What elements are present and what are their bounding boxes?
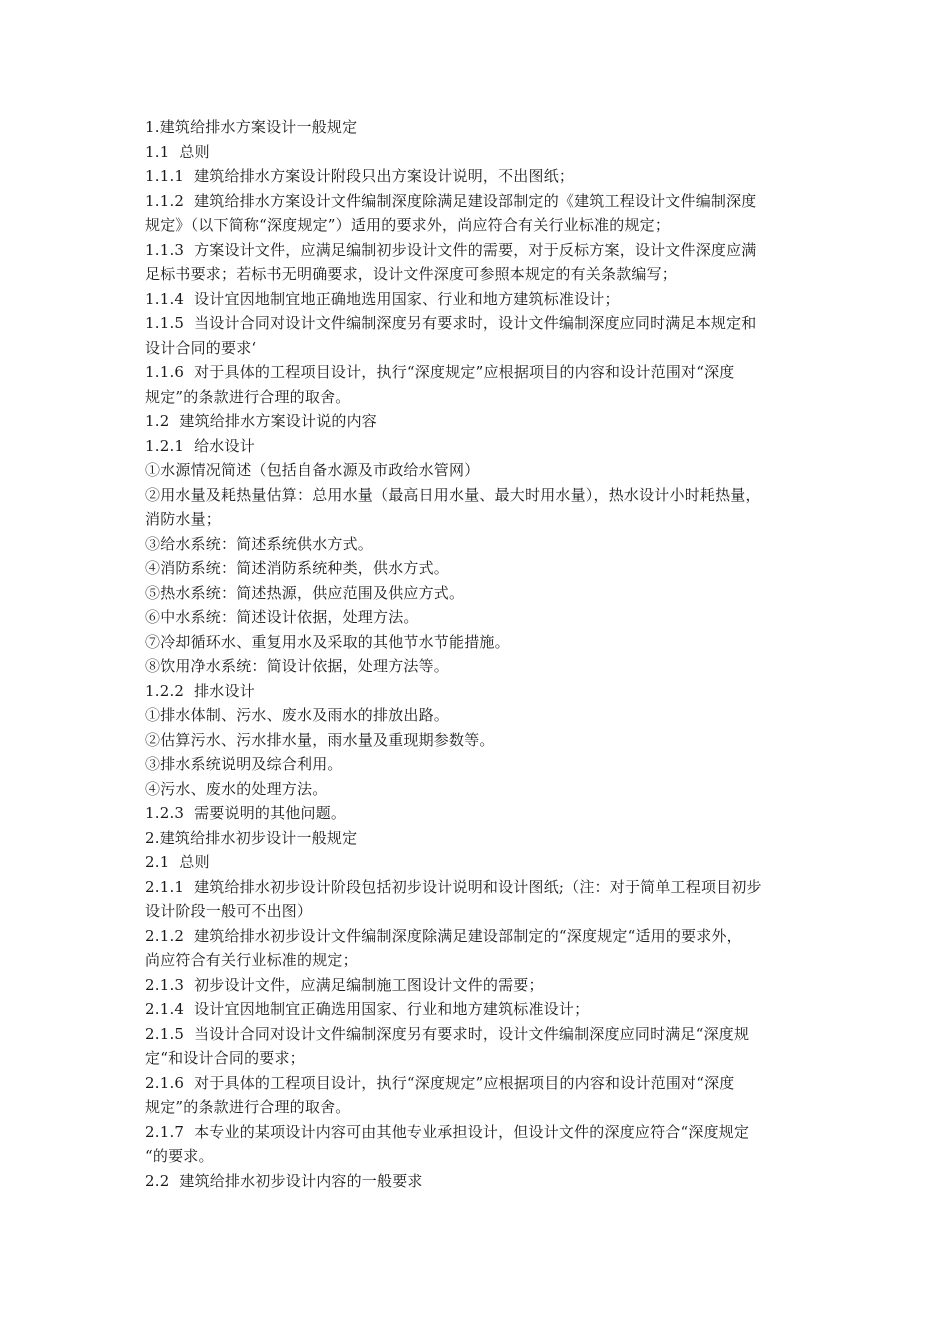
clause-1-1-3: 1.1.3 方案设计文件，应满足编制初步设计文件的需要，对于反标方案，设计文件深度应满 <box>145 240 757 259</box>
clause-1-1-1: 1.1.1 建筑给排水方案设计附段只出方案设计说明，不出图纸； <box>145 167 575 185</box>
clause-1-2-1: 1.2.1 给水设计 <box>145 436 255 455</box>
list-item-cont: 消防水量； <box>145 510 222 528</box>
clause-2-1-6-cont: 规定”的条款进行合理的取舍。 <box>145 1098 351 1116</box>
list-item: ①水源情况简述（包括自备水源及市政给水管网） <box>145 461 480 479</box>
list-item: ④污水、废水的处理方法。 <box>145 779 328 798</box>
clause-2-1-1-cont: 设计阶段一般可不出图） <box>145 902 313 920</box>
list-item: ④消防系统：简述消防系统种类，供水方式。 <box>145 559 450 577</box>
clause-1-2-2: 1.2.2 排水设计 <box>145 681 255 700</box>
subsection-heading-1-1: 1.1 总则 <box>145 142 210 161</box>
list-item: ③排水系统说明及综合利用。 <box>145 755 343 773</box>
clause-2-1-2: 2.1.2 建筑给排水初步设计文件编制深度除满足建设部制定的“深度规定“适用的要求外， <box>145 926 742 945</box>
clause-2-1-5-cont: 定“和设计合同的要求； <box>145 1049 305 1067</box>
clause-2-1-2-cont: 尚应符合有关行业标准的规定； <box>145 951 358 969</box>
clause-1-1-3-cont: 足标书要求；若标书无明确要求，设计文件深度可参照本规定的有关条款编写； <box>145 265 678 283</box>
subsection-heading-1-2: 1.2 建筑给排水方案设计说的内容 <box>145 412 377 430</box>
clause-1-1-5: 1.1.5 当设计合同对设计文件编制深度另有要求时，设计文件编制深度应同时满足本规定和 <box>145 314 757 332</box>
list-item: ⑧饮用净水系统：简设计依据，处理方法等。 <box>145 657 450 675</box>
clause-1-1-5-cont: 设计合同的要求‘ <box>145 338 257 357</box>
clause-2-1-3: 2.1.3 初步设计文件，应满足编制施工图设计文件的需要； <box>145 975 544 994</box>
clause-2-1-7: 2.1.7 本专业的某项设计内容可由其他专业承担设计，但设计文件的深度应符合“深度规定 <box>145 1122 750 1141</box>
clause-2-1-6: 2.1.6 对于具体的工程项目设计，执行“深度规定”应根据项目的内容和设计范围对“深度 <box>145 1073 735 1092</box>
clause-1-1-6: 1.1.6 对于具体的工程项目设计，执行“深度规定”应根据项目的内容和设计范围对“深度 <box>145 363 735 381</box>
clause-2-1-4: 2.1.4 设计宜因地制宜正确选用国家、行业和地方建筑标准设计； <box>145 1000 590 1018</box>
section-heading-1: 1.建筑给排水方案设计一般规定 <box>145 118 358 136</box>
clause-2-1-1: 2.1.1 建筑给排水初步设计阶段包括初步设计说明和设计图纸;（注：对于简单工程项目初步 <box>145 877 762 896</box>
clause-1-1-2: 1.1.2 建筑给排水方案设计文件编制深度除满足建设部制定的《建筑工程设计文件编制深度 <box>145 191 757 210</box>
clause-2-1-5: 2.1.5 当设计合同对设计文件编制深度另有要求时，设计文件编制深度应同时满足“深度规 <box>145 1024 750 1043</box>
document-page <box>145 115 810 1193</box>
subsection-heading-2-1: 2.1 总则 <box>145 853 210 871</box>
list-item: ②估算污水、污水排水量，雨水量及重现期参数等。 <box>145 730 495 749</box>
list-item: ⑤热水系统：简述热源，供应范围及供应方式。 <box>145 583 465 602</box>
list-item: ⑥中水系统：简述设计依据，处理方法。 <box>145 608 419 626</box>
list-item: ②用水量及耗热量估算：总用水量（最高日用水量、最大时用水量），热水设计小时耗热量， <box>145 485 761 504</box>
list-item: ⑦冷却循环水、重复用水及采取的其他节水节能措施。 <box>145 632 510 651</box>
clause-2-1-7-cont: “的要求。 <box>145 1147 214 1165</box>
clause-1-1-6-cont: 规定”的条款进行合理的取舍。 <box>145 387 351 406</box>
list-item: ③给水系统：简述系统供水方式。 <box>145 534 374 553</box>
section-heading-2: 2.建筑给排水初步设计一般规定 <box>145 828 358 847</box>
clause-1-1-4: 1.1.4 设计宜因地制宜地正确地选用国家、行业和地方建筑标准设计； <box>145 289 620 308</box>
clause-1-2-3: 1.2.3 需要说明的其他问题。 <box>145 804 347 822</box>
list-item: ①排水体制、污水、废水及雨水的排放出路。 <box>145 706 450 724</box>
clause-1-1-2-cont: 规定》（以下简称“深度规定”）适用的要求外，尚应符合有关行业标准的规定； <box>145 216 671 234</box>
subsection-heading-2-2: 2.2 建筑给排水初步设计内容的一般要求 <box>145 1171 423 1190</box>
